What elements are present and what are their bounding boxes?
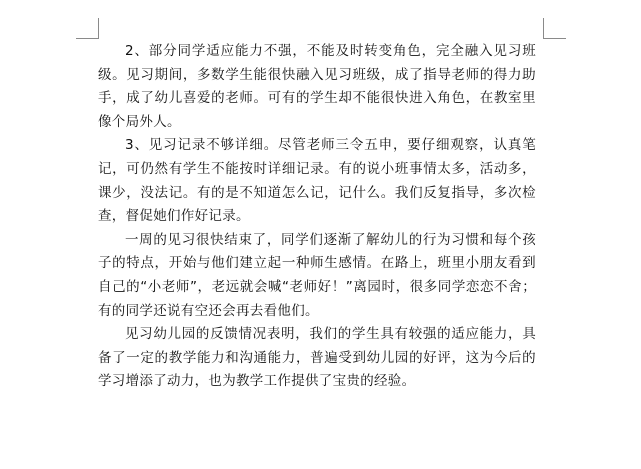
paragraph-week-summary: 一周的见习很快结束了，同学们逐渐了解幼儿的行为习惯和每个孩子的特点，开始与他们建立起一种师生感情。在路上，班里小朋友看到自己的“小老师”，老远就会喊“老师好！”离园时，很多同学恋恋不舍；有的同学还说有空还会再去看他们。	[98, 231, 536, 319]
paragraph-records: 3、见习记录不够详细。尽管老师三令五申，要仔细观察，认真笔记，可仍然有学生不能按时详细记录。有的说小班事情太多，活动多，课少，没法记。有的是不知道怎么记，记什么。我们反复指导，多次检查，督促她们作好记录。	[98, 137, 536, 225]
paragraph-feedback: 见习幼儿园的反馈情况表明，我们的学生具有较强的适应能力，具备了一定的教学能力和沟通能力，普遍受到幼儿园的好评，这为今后的学习增添了动力，也为教学工作提供了宝贵的经验。	[98, 326, 536, 390]
crop-mark-top-left	[76, 18, 99, 39]
document-body[interactable]	[98, 40, 536, 394]
paragraph-adaptability: 2、部分同学适应能力不强，不能及时转变角色，完全融入见习班级。见习期间，多数学生能很快融入见习班级，成了指导老师的得力助手，成了幼儿喜爱的老师。可有的学生却不能很快进入角色，在教室里像个局外人。	[98, 43, 536, 130]
crop-mark-top-right	[543, 18, 566, 39]
